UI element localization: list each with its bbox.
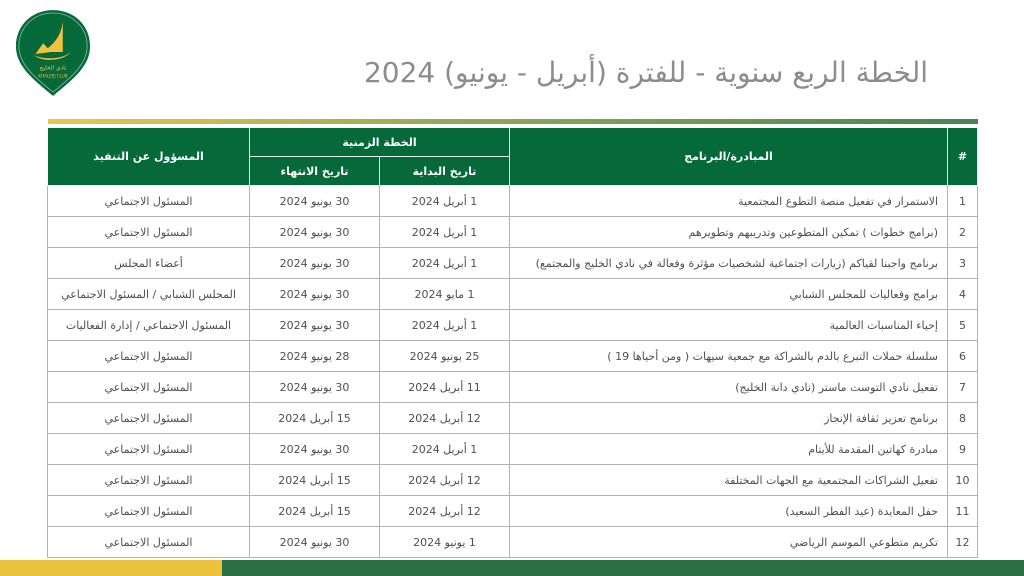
cell-end: 15 أبريل 2024 [250,496,380,527]
cell-start: 12 أبريل 2024 [380,496,510,527]
table-row [48,372,978,403]
cell-num: 8 [948,403,978,434]
cell-responsible: المسئول الاجتماعي [48,434,250,465]
accent-gradient-bar [48,119,978,124]
quarterly-plan-table [47,127,978,558]
cell-num: 3 [948,248,978,279]
cell-start: 1 يونيو 2024 [380,527,510,558]
table-row [48,341,978,372]
cell-num: 7 [948,372,978,403]
cell-start: 12 أبريل 2024 [380,403,510,434]
cell-num: 4 [948,279,978,310]
cell-responsible: المسئول الاجتماعي [48,217,250,248]
cell-program: برنامج تعزيز ثقافة الإنجاز [510,403,948,434]
cell-num: 6 [948,341,978,372]
cell-responsible: المجلس الشبابي / المسئول الاجتماعي [48,279,250,310]
cell-start: 12 أبريل 2024 [380,465,510,496]
cell-num: 1 [948,186,978,217]
cell-end: 30 يونيو 2024 [250,434,380,465]
cell-responsible: المسئول الاجتماعي [48,341,250,372]
cell-num: 10 [948,465,978,496]
cell-start: 1 أبريل 2024 [380,434,510,465]
table-row [48,248,978,279]
header-start-date: تاريخ البداية [380,157,510,186]
cell-responsible: المسئول الاجتماعي / إدارة الفعاليات [48,310,250,341]
cell-program: تكريم متطوعي الموسم الرياضي [510,527,948,558]
cell-end: 15 أبريل 2024 [250,465,380,496]
cell-end: 30 يونيو 2024 [250,372,380,403]
logo-english-name: KHALEEJ CLUB [38,73,68,79]
table-row [48,403,978,434]
cell-end: 28 يونيو 2024 [250,341,380,372]
cell-num: 12 [948,527,978,558]
page-title: الخطة الربع سنوية - للفترة (أبريل - يونيو) 2024 [363,56,929,89]
cell-start: 1 أبريل 2024 [380,186,510,217]
header-num: # [948,128,978,186]
cell-end: 30 يونيو 2024 [250,248,380,279]
table-row [48,465,978,496]
table-row [48,527,978,558]
cell-end: 30 يونيو 2024 [250,279,380,310]
cell-program: برامج وفعاليات للمجلس الشبابي [510,279,948,310]
cell-num: 5 [948,310,978,341]
table-body [48,186,978,558]
cell-start: 1 أبريل 2024 [380,310,510,341]
cell-start: 1 أبريل 2024 [380,248,510,279]
bottom-bar-green [222,560,1024,576]
cell-num: 11 [948,496,978,527]
header-program: المبادرة/البرنامج [510,128,948,186]
cell-responsible: المسئول الاجتماعي [48,403,250,434]
cell-responsible: المسئول الاجتماعي [48,372,250,403]
cell-responsible: المسئول الاجتماعي [48,527,250,558]
cell-start: 25 يونيو 2024 [380,341,510,372]
cell-program: تفعيل الشراكات المجتمعية مع الجهات المختلفة [510,465,948,496]
cell-responsible: المسئول الاجتماعي [48,496,250,527]
cell-start: 1 مايو 2024 [380,279,510,310]
header-timeline: الخطة الزمنية [250,128,510,157]
logo-shield-shape [16,10,90,96]
cell-program: الاستمرار في تفعيل منصة التطوع المجتمعية [510,186,948,217]
cell-responsible: أعضاء المجلس [48,248,250,279]
header-responsible: المسؤول عن التنفيذ [48,128,250,186]
cell-end: 30 يونيو 2024 [250,186,380,217]
cell-end: 30 يونيو 2024 [250,310,380,341]
cell-program: حفل المعايدة (عيد الفطر السعيد) [510,496,948,527]
table-row [48,279,978,310]
cell-program: (برامج خطوات ) تمكين المتطوعين وتدريبهم وتطويرهم [510,217,948,248]
table-row [48,217,978,248]
cell-end: 30 يونيو 2024 [250,217,380,248]
table-row [48,186,978,217]
table-row [48,496,978,527]
cell-start: 11 أبريل 2024 [380,372,510,403]
cell-responsible: المسئول الاجتماعي [48,186,250,217]
logo-arabic-name: نادي الخليج [39,65,67,72]
cell-program: سلسلة حملات التبرع بالدم بالشراكة مع جمعية سيهات ( ومن أحياها 19 ) [510,341,948,372]
table-row [48,434,978,465]
cell-start: 1 أبريل 2024 [380,217,510,248]
cell-num: 9 [948,434,978,465]
cell-program: برنامج واجبنا لقياكم (زيارات اجتماعية لشخصيات مؤثرة وفعالة في نادي الخليج والمجتمع) [510,248,948,279]
cell-responsible: المسئول الاجتماعي [48,465,250,496]
cell-end: 30 يونيو 2024 [250,527,380,558]
table-header [48,128,978,186]
cell-program: مبادرة كهاتين المقدمة للأيتام [510,434,948,465]
cell-program: تفعيل نادي التوست ماستر (نادي دانة الخليج) [510,372,948,403]
cell-end: 15 أبريل 2024 [250,403,380,434]
header-end-date: تاريخ الانتهاء [250,157,380,186]
khaleej-club-logo [14,8,92,98]
bottom-bar-yellow [0,560,222,576]
table-row [48,310,978,341]
plan-table-container [48,119,978,558]
cell-num: 2 [948,217,978,248]
cell-program: إحياء المناسبات العالمية [510,310,948,341]
